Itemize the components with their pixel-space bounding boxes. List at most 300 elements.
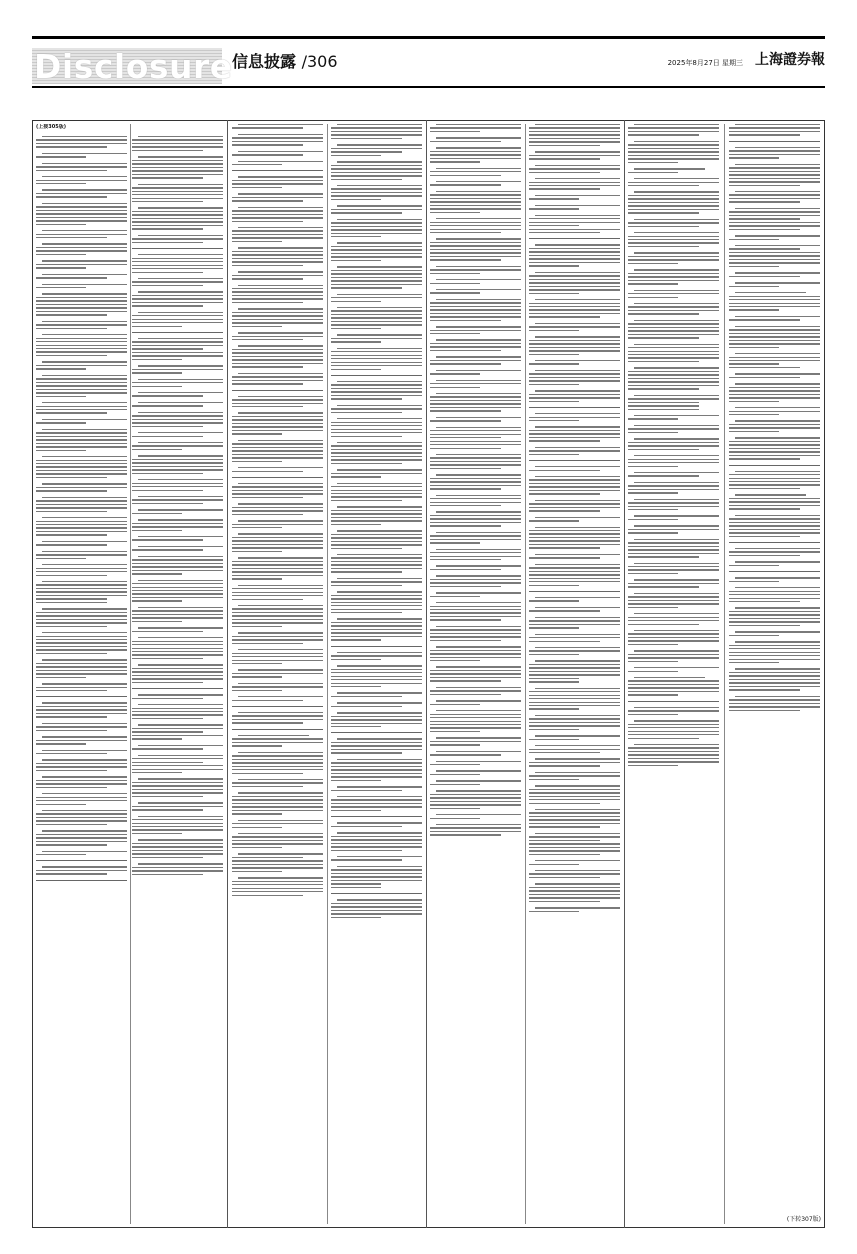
text-paragraph bbox=[430, 168, 521, 176]
text-line bbox=[436, 700, 521, 701]
text-line bbox=[331, 270, 422, 271]
text-line bbox=[529, 581, 620, 582]
text-paragraph bbox=[628, 124, 719, 136]
column-divider bbox=[227, 120, 228, 1228]
text-line bbox=[628, 489, 719, 490]
continued-to-label: (下转307版) bbox=[786, 1216, 821, 1223]
text-line bbox=[36, 666, 127, 667]
text-line bbox=[735, 292, 806, 293]
text-paragraph bbox=[331, 307, 422, 329]
text-line bbox=[535, 215, 620, 216]
text-line bbox=[36, 300, 127, 301]
text-line bbox=[36, 466, 127, 467]
text-line bbox=[238, 696, 323, 697]
text-line bbox=[529, 182, 620, 183]
text-line bbox=[436, 380, 521, 381]
text-paragraph bbox=[331, 242, 422, 261]
text-line bbox=[132, 644, 223, 645]
text-line bbox=[628, 710, 719, 711]
text-paragraph bbox=[628, 499, 719, 511]
text-line bbox=[634, 650, 719, 651]
text-line bbox=[337, 205, 422, 206]
text-line bbox=[529, 185, 620, 186]
text-line bbox=[132, 648, 223, 649]
text-line bbox=[634, 744, 719, 745]
text-line bbox=[132, 563, 223, 564]
text-line bbox=[628, 222, 719, 223]
text-line bbox=[232, 251, 323, 252]
text-line bbox=[132, 326, 182, 327]
text-line bbox=[430, 161, 480, 162]
text-line bbox=[735, 353, 820, 354]
text-line bbox=[430, 784, 480, 785]
text-line bbox=[36, 873, 107, 874]
text-line bbox=[232, 544, 323, 545]
text-line bbox=[430, 330, 521, 331]
text-line bbox=[36, 345, 127, 346]
text-line bbox=[42, 541, 127, 542]
text-paragraph bbox=[232, 779, 323, 787]
text-line bbox=[529, 127, 620, 128]
text-line bbox=[430, 437, 501, 438]
text-line bbox=[529, 433, 620, 434]
text-line bbox=[331, 672, 422, 673]
text-line bbox=[436, 770, 521, 771]
text-line bbox=[232, 376, 323, 377]
text-line bbox=[430, 579, 521, 580]
text-line bbox=[729, 343, 820, 344]
text-line bbox=[36, 544, 107, 545]
text-line bbox=[634, 438, 719, 439]
text-line bbox=[729, 662, 779, 663]
text-line bbox=[430, 316, 521, 317]
text-line bbox=[535, 715, 620, 716]
text-line bbox=[535, 244, 620, 245]
text-paragraph bbox=[132, 519, 223, 531]
text-line bbox=[36, 500, 127, 501]
text-line bbox=[36, 234, 127, 235]
text-line bbox=[729, 675, 820, 676]
column-1-left bbox=[36, 136, 127, 1224]
text-line bbox=[436, 427, 521, 428]
text-paragraph bbox=[36, 321, 127, 329]
text-line bbox=[729, 536, 800, 537]
text-line bbox=[238, 176, 323, 177]
text-line bbox=[628, 310, 719, 311]
text-line bbox=[729, 551, 820, 552]
text-line bbox=[729, 652, 820, 653]
text-line bbox=[436, 602, 521, 603]
text-paragraph bbox=[430, 299, 521, 321]
text-line bbox=[331, 490, 422, 491]
text-paragraph bbox=[232, 271, 323, 279]
text-line bbox=[535, 500, 620, 501]
text-line bbox=[138, 207, 223, 208]
text-line bbox=[132, 826, 223, 827]
text-paragraph bbox=[331, 442, 422, 464]
text-paragraph bbox=[628, 707, 719, 715]
text-line bbox=[729, 682, 820, 683]
text-paragraph bbox=[232, 483, 323, 498]
text-line bbox=[238, 853, 323, 854]
text-paragraph bbox=[729, 272, 820, 277]
text-line bbox=[634, 178, 719, 179]
text-line bbox=[232, 406, 303, 407]
text-paragraph bbox=[529, 745, 620, 753]
section-rule bbox=[628, 701, 719, 702]
text-line bbox=[729, 333, 820, 334]
text-line bbox=[535, 597, 620, 598]
text-paragraph bbox=[331, 469, 422, 477]
text-line bbox=[529, 739, 579, 740]
text-paragraph bbox=[36, 284, 127, 289]
text-line bbox=[232, 719, 323, 720]
text-line bbox=[430, 582, 521, 583]
text-line bbox=[331, 395, 422, 396]
text-line bbox=[36, 575, 107, 576]
text-paragraph bbox=[36, 551, 127, 559]
text-line bbox=[337, 652, 422, 653]
text-line bbox=[729, 501, 820, 502]
text-line bbox=[430, 633, 521, 634]
text-line bbox=[430, 680, 501, 681]
text-line bbox=[232, 660, 323, 661]
text-paragraph bbox=[529, 466, 620, 471]
text-line bbox=[36, 351, 127, 352]
text-line bbox=[331, 544, 422, 545]
text-line bbox=[529, 343, 620, 344]
text-line bbox=[42, 723, 127, 724]
text-line bbox=[331, 155, 381, 156]
text-line bbox=[634, 219, 719, 220]
text-line bbox=[36, 477, 107, 478]
text-line bbox=[628, 754, 719, 755]
text-line bbox=[36, 646, 127, 647]
text-line bbox=[36, 770, 107, 771]
text-line bbox=[529, 493, 600, 494]
text-line bbox=[331, 659, 381, 660]
text-line bbox=[634, 290, 719, 291]
text-line bbox=[628, 236, 719, 237]
text-line bbox=[430, 827, 521, 828]
text-line bbox=[529, 145, 600, 146]
text-line bbox=[430, 774, 480, 775]
text-line bbox=[36, 311, 127, 312]
text-line bbox=[628, 734, 719, 735]
text-line bbox=[232, 673, 323, 674]
text-line bbox=[535, 870, 620, 871]
text-line bbox=[628, 633, 719, 634]
text-line bbox=[36, 213, 127, 214]
column-divider bbox=[426, 120, 427, 1228]
text-line bbox=[628, 256, 719, 257]
text-line bbox=[36, 687, 127, 688]
text-line bbox=[132, 405, 203, 406]
text-line bbox=[430, 744, 480, 745]
text-line bbox=[529, 141, 620, 142]
text-line bbox=[331, 723, 422, 724]
text-line bbox=[628, 209, 719, 210]
text-line bbox=[232, 497, 303, 498]
text-paragraph bbox=[132, 338, 223, 360]
text-line bbox=[729, 229, 800, 230]
text-line bbox=[42, 683, 127, 684]
text-line bbox=[729, 703, 820, 704]
text-line bbox=[436, 666, 521, 667]
section-rule bbox=[529, 238, 620, 239]
text-line bbox=[331, 625, 422, 626]
text-line bbox=[36, 615, 127, 616]
text-line bbox=[232, 615, 323, 616]
text-line bbox=[628, 492, 678, 493]
text-paragraph bbox=[529, 785, 620, 804]
text-line bbox=[132, 678, 223, 679]
text-line bbox=[232, 430, 323, 431]
text-line bbox=[331, 456, 422, 457]
text-line bbox=[535, 809, 620, 810]
text-line bbox=[628, 330, 719, 331]
text-line bbox=[36, 726, 127, 727]
text-line bbox=[735, 124, 820, 125]
text-line bbox=[232, 738, 323, 739]
text-line bbox=[430, 831, 521, 832]
text-line bbox=[436, 238, 521, 239]
text-paragraph bbox=[729, 353, 820, 368]
text-paragraph bbox=[232, 752, 323, 774]
text-line bbox=[138, 664, 223, 665]
text-line bbox=[529, 725, 620, 726]
text-line bbox=[36, 409, 127, 410]
text-paragraph bbox=[132, 402, 223, 407]
text-line bbox=[634, 707, 719, 708]
text-paragraph bbox=[331, 219, 422, 238]
text-line bbox=[337, 702, 422, 703]
section-rule bbox=[232, 729, 323, 730]
text-line bbox=[535, 735, 620, 736]
text-line bbox=[430, 171, 521, 172]
text-line bbox=[436, 626, 521, 627]
text-line bbox=[628, 357, 719, 358]
text-line bbox=[628, 475, 699, 476]
text-line bbox=[628, 162, 678, 163]
text-line bbox=[535, 688, 620, 689]
text-line bbox=[529, 155, 620, 156]
text-line bbox=[138, 496, 223, 497]
text-line bbox=[232, 843, 323, 844]
text-paragraph bbox=[430, 565, 521, 570]
text-line bbox=[232, 298, 323, 299]
text-line bbox=[138, 546, 223, 547]
text-line bbox=[337, 712, 422, 713]
text-paragraph bbox=[36, 189, 127, 197]
text-line bbox=[36, 365, 127, 366]
text-line bbox=[36, 504, 127, 505]
text-line bbox=[634, 515, 719, 516]
text-line bbox=[729, 591, 820, 592]
text-line bbox=[729, 394, 820, 395]
text-line bbox=[42, 163, 127, 164]
text-line bbox=[36, 304, 127, 305]
text-line bbox=[529, 667, 620, 668]
text-line bbox=[331, 839, 422, 840]
text-line bbox=[529, 911, 579, 912]
text-line bbox=[36, 217, 127, 218]
text-line bbox=[132, 614, 223, 615]
text-line bbox=[36, 713, 127, 714]
text-line bbox=[729, 699, 820, 700]
text-line bbox=[529, 377, 620, 378]
text-line bbox=[430, 690, 521, 691]
text-line bbox=[430, 259, 501, 260]
text-line bbox=[36, 588, 127, 589]
text-paragraph bbox=[628, 613, 719, 625]
text-paragraph bbox=[529, 758, 620, 766]
text-line bbox=[132, 242, 203, 243]
text-line bbox=[529, 172, 600, 173]
text-line bbox=[430, 383, 521, 384]
text-line bbox=[529, 279, 620, 280]
text-line bbox=[331, 571, 402, 572]
text-line bbox=[36, 254, 86, 255]
text-line bbox=[529, 454, 579, 455]
text-paragraph bbox=[430, 266, 521, 274]
text-paragraph bbox=[331, 692, 422, 697]
text-line bbox=[232, 230, 323, 231]
text-paragraph bbox=[430, 532, 521, 544]
continued-from-label: (上接305版) bbox=[36, 124, 67, 130]
text-line bbox=[430, 650, 521, 651]
text-paragraph bbox=[430, 474, 521, 489]
text-line bbox=[232, 356, 323, 357]
text-line bbox=[729, 484, 820, 485]
text-line bbox=[628, 131, 719, 132]
text-paragraph bbox=[331, 405, 422, 413]
text-paragraph bbox=[132, 278, 223, 286]
text-paragraph bbox=[132, 802, 223, 810]
text-line bbox=[535, 178, 620, 179]
text-line bbox=[529, 718, 620, 719]
text-line bbox=[735, 561, 820, 562]
text-line bbox=[628, 684, 719, 685]
text-line bbox=[36, 642, 127, 643]
text-line bbox=[430, 461, 521, 462]
text-line bbox=[529, 293, 579, 294]
text-line bbox=[132, 523, 223, 524]
text-line bbox=[337, 899, 422, 900]
text-line bbox=[331, 321, 422, 322]
text-line bbox=[529, 168, 620, 169]
text-line bbox=[232, 214, 323, 215]
text-line bbox=[36, 143, 127, 144]
text-line bbox=[529, 654, 579, 655]
text-line bbox=[729, 525, 820, 526]
text-line bbox=[535, 758, 620, 759]
text-line bbox=[535, 647, 620, 648]
text-line bbox=[331, 706, 402, 707]
text-line bbox=[628, 566, 719, 567]
text-line bbox=[331, 810, 381, 811]
text-line bbox=[138, 839, 223, 840]
text-line bbox=[628, 569, 719, 570]
text-line bbox=[735, 548, 820, 549]
text-line bbox=[238, 820, 323, 821]
text-line bbox=[729, 363, 779, 364]
text-line bbox=[628, 226, 699, 227]
text-line bbox=[132, 415, 223, 416]
text-line bbox=[430, 205, 521, 206]
text-line bbox=[132, 225, 223, 226]
text-line bbox=[42, 851, 127, 852]
text-line bbox=[430, 694, 501, 695]
text-line bbox=[238, 520, 323, 521]
text-line bbox=[337, 483, 422, 484]
text-paragraph bbox=[232, 585, 323, 600]
section-rule bbox=[232, 706, 323, 707]
text-line bbox=[436, 575, 521, 576]
text-paragraph bbox=[331, 618, 422, 640]
text-line bbox=[729, 154, 820, 155]
text-line bbox=[430, 556, 521, 557]
text-line bbox=[436, 565, 521, 566]
text-paragraph bbox=[628, 303, 719, 315]
text-line bbox=[430, 444, 521, 445]
text-line bbox=[331, 876, 422, 877]
text-line bbox=[36, 622, 127, 623]
text-line bbox=[232, 857, 303, 858]
text-line bbox=[132, 769, 223, 770]
text-line bbox=[735, 587, 820, 588]
text-paragraph bbox=[628, 482, 719, 494]
text-line bbox=[232, 450, 323, 451]
column-3 bbox=[430, 124, 620, 1224]
text-paragraph bbox=[430, 393, 521, 412]
text-paragraph bbox=[232, 151, 323, 156]
text-line bbox=[430, 400, 521, 401]
text-line bbox=[132, 870, 223, 871]
text-line bbox=[729, 222, 820, 223]
text-line bbox=[42, 260, 127, 261]
text-line bbox=[331, 134, 422, 135]
text-line bbox=[628, 205, 719, 206]
text-line bbox=[36, 531, 127, 532]
text-paragraph bbox=[132, 365, 223, 373]
text-paragraph bbox=[529, 336, 620, 355]
text-line bbox=[634, 415, 719, 416]
text-line bbox=[634, 499, 719, 500]
text-line bbox=[331, 548, 402, 549]
text-line bbox=[430, 320, 501, 321]
text-line bbox=[232, 154, 303, 155]
text-line bbox=[232, 471, 303, 472]
text-line bbox=[535, 607, 620, 608]
text-line bbox=[331, 362, 422, 363]
text-line bbox=[138, 392, 223, 393]
text-line bbox=[36, 780, 127, 781]
text-paragraph bbox=[529, 272, 620, 294]
text-line bbox=[132, 295, 223, 296]
text-paragraph bbox=[132, 235, 223, 243]
text-line bbox=[331, 790, 402, 791]
text-paragraph bbox=[729, 124, 820, 136]
text-line bbox=[337, 405, 422, 406]
text-line bbox=[36, 527, 127, 528]
text-line bbox=[42, 750, 127, 751]
text-paragraph bbox=[331, 161, 422, 180]
text-paragraph bbox=[132, 704, 223, 719]
text-line bbox=[337, 796, 422, 797]
text-paragraph bbox=[628, 455, 719, 467]
text-line bbox=[232, 836, 323, 837]
